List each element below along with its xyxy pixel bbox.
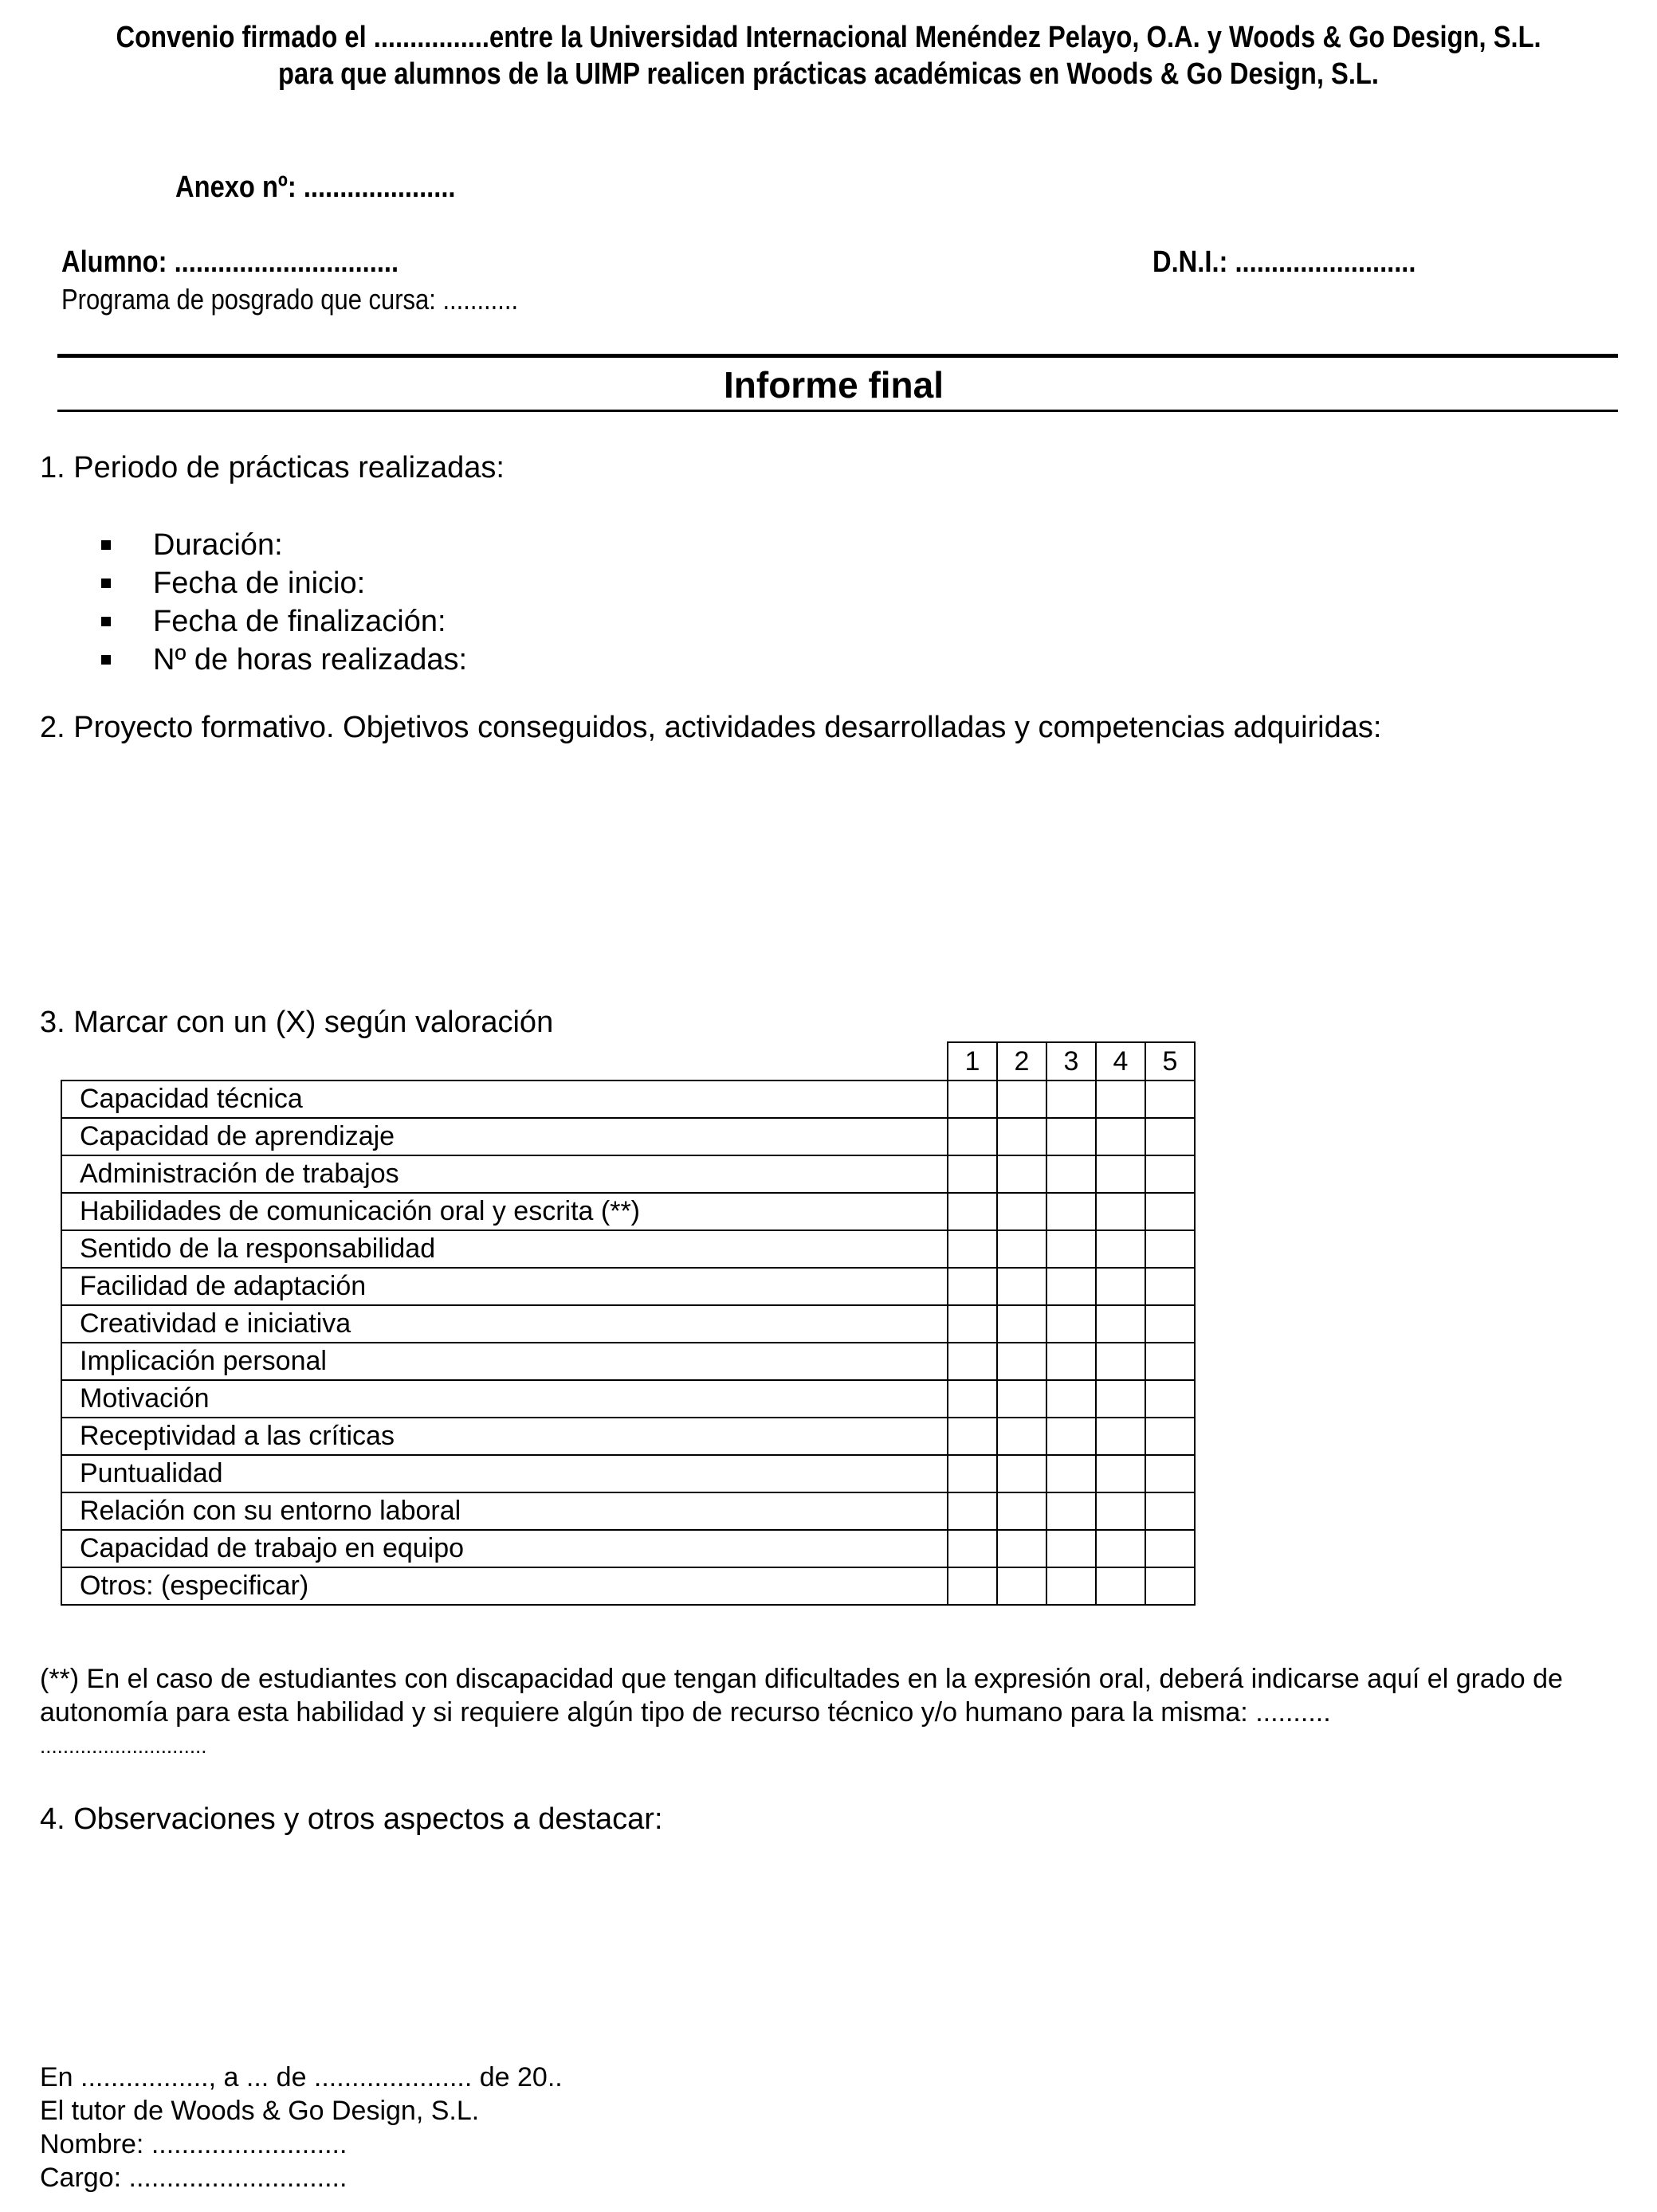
rating-cell[interactable] [1096,1530,1145,1567]
title-top-rule [57,354,1618,358]
criterion-label: Puntualidad [61,1455,948,1492]
rating-cell[interactable] [948,1155,997,1193]
rating-cell[interactable] [1046,1268,1096,1305]
rating-cell[interactable] [948,1305,997,1343]
rating-cell[interactable] [1096,1455,1145,1492]
rating-cell[interactable] [948,1268,997,1305]
rating-cell[interactable] [1046,1081,1096,1118]
rating-cell[interactable] [1046,1492,1096,1530]
list-item: Nº de horas realizadas: [97,641,467,679]
rating-cell[interactable] [1046,1118,1096,1155]
bullet-icon [101,655,111,665]
footnote-line1: (**) En el caso de estudiantes con discapacidad que tengan dificultades en la expresión oral, deberá indicarse aquí el grado de [40,1664,1563,1694]
rating-cell[interactable] [1145,1567,1195,1605]
rating-cell[interactable] [1046,1343,1096,1380]
criterion-label: Creatividad e iniciativa [61,1305,948,1343]
criterion-label: Otros: (especificar) [61,1567,948,1605]
rating-cell[interactable] [1046,1305,1096,1343]
rating-cell[interactable] [1096,1380,1145,1418]
table-row [61,1380,1195,1418]
rating-cell[interactable] [948,1081,997,1118]
list-item: Fecha de finalización: [97,602,467,641]
rating-cell[interactable] [1046,1530,1096,1567]
rating-cell[interactable] [948,1567,997,1605]
rating-cell[interactable] [1145,1455,1195,1492]
section4-heading: 4. Observaciones y otros aspectos a destacar: [40,1802,663,1836]
rating-cell[interactable] [1046,1418,1096,1455]
rating-cell[interactable] [1096,1418,1145,1455]
rating-cell[interactable] [948,1230,997,1268]
rating-cell[interactable] [1096,1230,1145,1268]
rating-table [61,1041,1196,1606]
rating-cell[interactable] [1145,1492,1195,1530]
tutor-name-line: Nombre: .......................... [40,2129,347,2159]
table-row [61,1193,1195,1230]
table-row [61,1567,1195,1605]
rating-cell[interactable] [1145,1530,1195,1567]
student-dni: D.N.I.: ......................... [1152,245,1416,279]
rating-cell[interactable] [1096,1343,1145,1380]
rating-cell[interactable] [1145,1155,1195,1193]
rating-cell[interactable] [1046,1193,1096,1230]
list-item: Duración: [97,526,467,564]
rating-cell[interactable] [1046,1567,1096,1605]
rating-cell[interactable] [997,1155,1046,1193]
student-name: Alumno: ............................... [61,245,399,279]
list-item: Fecha de inicio: [97,564,467,602]
report-title: Informe final [724,364,944,406]
rating-cell[interactable] [997,1305,1046,1343]
scale-5: 5 [1145,1042,1195,1081]
table-row [61,1118,1195,1155]
rating-cell[interactable] [1046,1155,1096,1193]
rating-cell[interactable] [997,1343,1046,1380]
rating-cell[interactable] [948,1418,997,1455]
rating-cell[interactable] [997,1567,1046,1605]
rating-cell[interactable] [1145,1193,1195,1230]
section1-heading: 1. Periodo de prácticas realizadas: [40,451,505,484]
rating-cell[interactable] [948,1193,997,1230]
rating-cell[interactable] [948,1380,997,1418]
table-row [61,1230,1195,1268]
scale-3: 3 [1046,1042,1096,1081]
criterion-label: Implicación personal [61,1343,948,1380]
tutor-position-line: Cargo: ............................. [40,2163,347,2193]
rating-cell[interactable] [1046,1455,1096,1492]
criterion-label: Capacidad técnica [61,1081,948,1118]
criterion-label: Relación con su entorno laboral [61,1492,948,1530]
bullet-icon [101,578,111,588]
rating-cell[interactable] [1096,1268,1145,1305]
rating-cell[interactable] [997,1530,1046,1567]
rating-cell[interactable] [1145,1380,1195,1418]
criterion-label: Capacidad de trabajo en equipo [61,1530,948,1567]
rating-cell[interactable] [1145,1118,1195,1155]
criterion-label: Facilidad de adaptación [61,1268,948,1305]
annex-number: Anexo nº: ..................... [175,171,456,204]
rating-cell[interactable] [948,1343,997,1380]
rating-cell[interactable] [948,1455,997,1492]
graduate-program: Programa de posgrado que cursa: ........... [61,283,519,316]
rating-cell[interactable] [1145,1081,1195,1118]
table-row [61,1530,1195,1567]
section3-heading: 3. Marcar con un (X) según valoración [40,1006,554,1039]
rating-cell[interactable] [997,1081,1046,1118]
rating-cell[interactable] [1096,1305,1145,1343]
rating-cell[interactable] [1145,1418,1195,1455]
criterion-label: Sentido de la responsabilidad [61,1230,948,1268]
rating-cell[interactable] [997,1193,1046,1230]
blank-cell [61,1042,948,1081]
criterion-label: Habilidades de comunicación oral y escrita (**) [61,1193,948,1230]
rating-cell[interactable] [997,1268,1046,1305]
bullet-icon [101,540,111,550]
criterion-label: Receptividad a las críticas [61,1418,948,1455]
criterion-label: Capacidad de aprendizaje [61,1118,948,1155]
rating-cell[interactable] [1096,1492,1145,1530]
rating-scale-row [61,1042,1195,1081]
scale-2: 2 [997,1042,1046,1081]
rating-cell[interactable] [1046,1380,1096,1418]
title-bottom-rule [57,410,1618,412]
agreement-header-line2: para que alumnos de la UIMP realicen prácticas académicas en Woods & Go Design, S.L. [278,57,1379,91]
rating-cell[interactable] [1145,1343,1195,1380]
rating-cell[interactable] [1145,1230,1195,1268]
rating-cell[interactable] [948,1530,997,1567]
rating-cell[interactable] [1096,1567,1145,1605]
rating-cell[interactable] [948,1492,997,1530]
agreement-header-line1: Convenio firmado el ................entre la Universidad Internacional Menéndez Pelayo, O.A. y Woods & Go Design, S.L. [116,21,1541,54]
table-row [61,1155,1195,1193]
rating-cell[interactable] [1096,1118,1145,1155]
rating-cell[interactable] [1096,1155,1145,1193]
tutor-line: El tutor de Woods & Go Design, S.L. [40,2096,480,2126]
rating-cell[interactable] [997,1118,1046,1155]
table-row [61,1418,1195,1455]
criterion-label: Motivación [61,1380,948,1418]
rating-cell[interactable] [948,1118,997,1155]
table-row [61,1492,1195,1530]
rating-cell[interactable] [997,1455,1046,1492]
table-row [61,1081,1195,1118]
rating-cell[interactable] [997,1418,1046,1455]
rating-cell[interactable] [997,1230,1046,1268]
footnote-line2: autonomía para esta habilidad y si requiere algún tipo de recurso técnico y/o humano para la misma: .......... [40,1697,1331,1728]
rating-cell[interactable] [1096,1193,1145,1230]
rating-cell[interactable] [1145,1268,1195,1305]
footnote-line3: ............................. [40,1734,207,1758]
scale-4: 4 [1096,1042,1145,1081]
rating-cell[interactable] [997,1380,1046,1418]
criterion-label: Administración de trabajos [61,1155,948,1193]
rating-cell[interactable] [1145,1305,1195,1343]
scale-1: 1 [948,1042,997,1081]
bullet-icon [101,617,111,626]
rating-cell[interactable] [997,1492,1046,1530]
place-date-line: En ................., a ... de ..................... de 20.. [40,2062,563,2092]
internship-period-list [97,526,467,679]
rating-cell[interactable] [1046,1230,1096,1268]
table-row [61,1305,1195,1343]
section2-heading: 2. Proyecto formativo. Objetivos conseguidos, actividades desarrolladas y competencias adquiridas: [40,711,1382,744]
table-row [61,1455,1195,1492]
rating-cell[interactable] [1096,1081,1145,1118]
table-row [61,1343,1195,1380]
table-row [61,1268,1195,1305]
